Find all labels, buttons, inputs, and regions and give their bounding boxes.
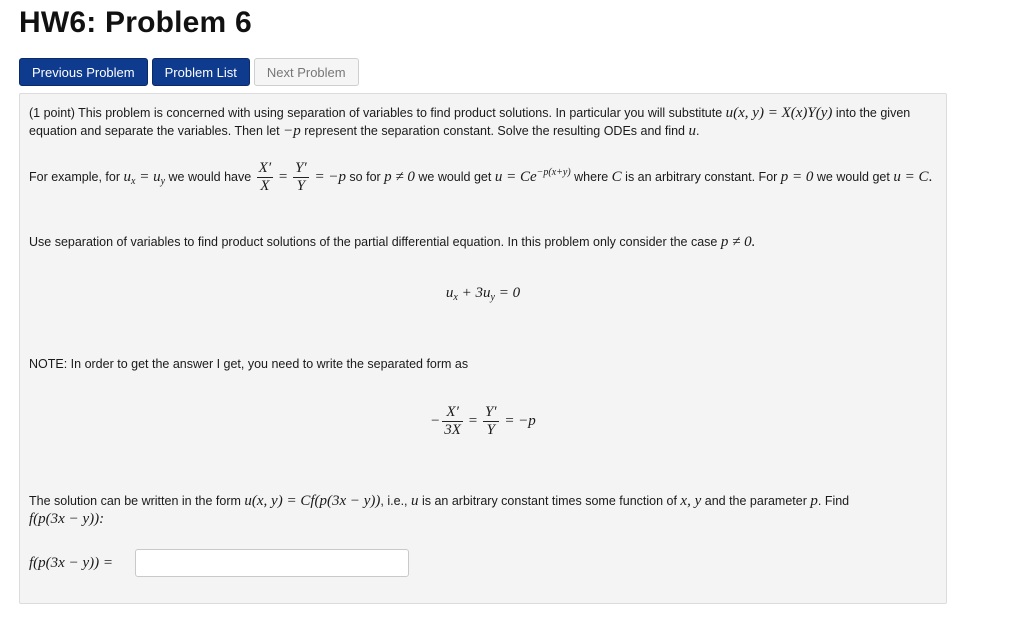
example-text: so for (345, 169, 385, 184)
example-math-c: C (611, 168, 622, 185)
example-math-p-zero: p = 0 (780, 168, 814, 185)
intro-text: into the given equation and separate the variables. Then let (29, 106, 911, 138)
instruction-text: Use separation of variables to find product solutions of the partial differential equation. In this problem only consider the case (29, 235, 721, 249)
problem-solution-form: The solution can be written in the form u(x, y) = Cf(p(3x − y)), i.e., u is an arbitrary constant times some function of x, y and the parameter p. Find f(p(3x − y)): (29, 493, 850, 527)
problem-instruction (29, 233, 939, 251)
example-text: where (570, 169, 612, 184)
problem-body (19, 93, 947, 604)
solution-math-u: u (411, 493, 419, 509)
problem-note: NOTE: In order to get the answer I get, you need to write the separated form as (29, 357, 469, 371)
pde-equation (20, 284, 946, 307)
previous-problem-button[interactable]: Previous Problem (19, 58, 148, 86)
example-math-p-nonzero: p ≠ 0 (384, 168, 415, 185)
solution-text: , i.e., (380, 494, 411, 508)
example-text: is an arbitrary constant. For (621, 169, 781, 184)
next-problem-button[interactable]: Next Problem (254, 58, 359, 86)
example-math-u-equals-c: u = C (893, 168, 929, 185)
solution-math-form: u(x, y) = Cf(p(3x − y)) (244, 493, 381, 509)
example-fraction-x: $\frac{X'}{X}$ (258, 160, 272, 194)
solution-text: is an arbitrary constant times some function of (418, 494, 681, 508)
solution-math-p: p (810, 493, 818, 509)
intro-math-u: u (688, 123, 696, 139)
problem-intro (29, 104, 939, 140)
solution-text: The solution can be written in the form (29, 494, 245, 508)
intro-text: (1 point) This problem is concerned with using separation of variables to find product solutions. In particular you will substitute (29, 106, 726, 120)
example-text: we would get (414, 169, 495, 184)
separated-fraction-y: $\frac{Y'}{Y}$ (484, 404, 497, 438)
solution-math-find: f(p(3x − y)): (29, 511, 105, 527)
intro-text: represent the separation constant. Solve the resulting ODEs and find (300, 124, 689, 138)
example-math-solution: $u = Ce^{-p(x+y)}$ (494, 166, 571, 185)
solution-math-xy: x, y (680, 493, 702, 509)
pde-math: $u_x + 3u_y = 0$ (445, 285, 521, 303)
separated-form-equation: − $\frac{X'}{3X}$ = $\frac{Y'}{Y}$ = −p (430, 404, 536, 438)
page-title: HW6: Problem 6 (19, 6, 252, 39)
problem-navigation (19, 58, 359, 86)
example-text: we would have (165, 169, 255, 184)
solution-text: . Find (817, 494, 850, 508)
intro-text: . (695, 124, 700, 138)
intro-math-substitution: u(x, y) = X(x)Y(y) (725, 105, 833, 121)
answer-label-math: f(p(3x − y)) = (29, 555, 113, 571)
intro-math-constant: −p (283, 123, 301, 139)
example-math-pde: $u_x = u_y$ (123, 168, 166, 187)
instruction-math-p-nonzero: p ≠ 0. (720, 234, 756, 250)
answer-input[interactable] (135, 549, 409, 577)
problem-list-button[interactable]: Problem List (152, 58, 250, 86)
example-text: we would get (813, 169, 894, 184)
example-fraction-y: $\frac{Y'}{Y}$ (295, 160, 307, 194)
example-text: For example, for (29, 169, 124, 184)
problem-example: For example, for $u_x = u_y$ we would have $\frac{X'}{X}$ = $\frac{Y'}{Y}$ = −p so for p ≠ 0 we would get $u = Ce^{-p(x+y)}$ where C is an arbitrary constant. For p = 0 we would get u = C. (29, 160, 933, 194)
answer-label (29, 554, 113, 572)
separated-fraction-x: $\frac{X'}{3X}$ (444, 404, 461, 438)
